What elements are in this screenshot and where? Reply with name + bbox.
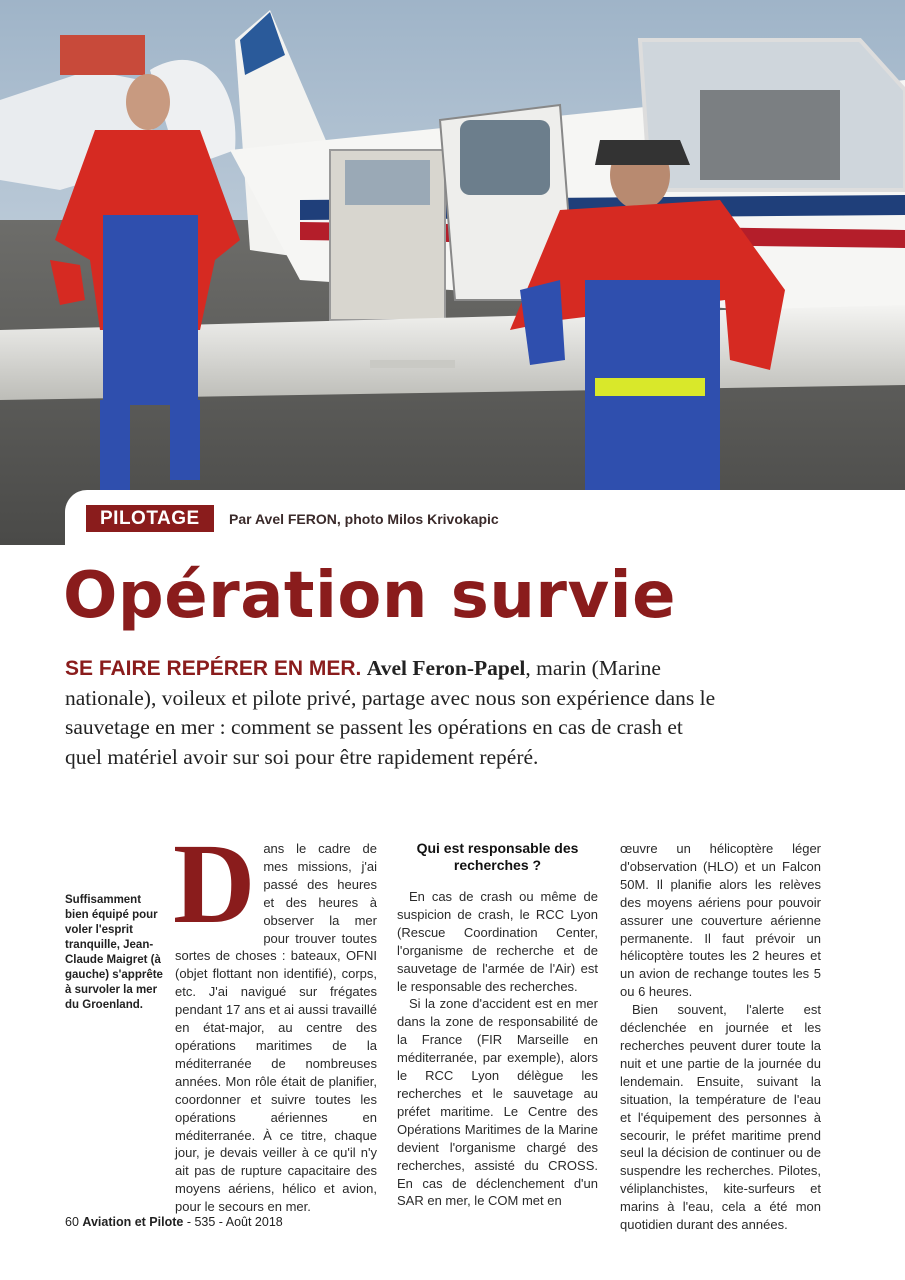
body-column-2	[397, 840, 598, 1210]
category-badge: PILOTAGE	[86, 505, 214, 532]
photo-caption: Suffisamment bien équipé pour voler l'esprit tranquille, Jean-Claude Maigret (à gauche) s'apprête à survoler la mer du Groenland.	[65, 894, 163, 1011]
drop-cap: D	[173, 820, 256, 947]
cover-photo	[0, 0, 905, 545]
lead-text: , marin (Marine nationale), voileux et pilote privé, partage avec nous son expérience dans le sauvetage en mer : comment se passent les opérations en cas de crash et quel matériel avoir sur soi pour être rapidement repéré.	[65, 656, 716, 769]
section-heading: Qui est responsable des recherches ?	[416, 840, 579, 873]
body-paragraph: œuvre un hélicoptère léger d'observation (HLO) et un Falcon 50M. Il planifie alors les relèves des moyens aériens pour pouvoir assurer une couverture aérienne permanente. Il faut prévoir un hélicoptère toutes les 2 heures et un avion de rechange toutes les 5 ou 6 heures.	[620, 841, 821, 1000]
body-paragraph: ans le cadre de mes missions, j'ai passé des heures et des heures à observer la mer pour trouver toutes sortes de choses : bateaux, OFNI (objet flottant non identifié), corps, etc. J'ai navigué sur frégates pendant 17 ans et ai aussi travaillé en état-major, au centre des opérations maritimes de la méditerranée de nombreuses années. Mon rôle était de planifier, coordonner et suivre toutes les opérations aériennes en méditerranée. À ce titre, chaque jour, je devais veiller à ce qu'il n'y ait pas de rupture capacitaire des moyens aériens, hélico et avion, pour le secours en mer.	[175, 841, 377, 1215]
body-paragraph: En cas de crash ou même de suspicion de crash, le RCC Lyon (Rescue Coordination Center, l'organisme de recherche et de sauvetage de l'armée de l'Air) est le responsable des recherches.	[397, 889, 598, 994]
article-title: Opération survie	[63, 559, 676, 633]
page-number: 60	[65, 1215, 79, 1229]
lead-kicker: SE FAIRE REPÉRER EN MER.	[65, 657, 362, 680]
page-footer	[65, 1215, 283, 1229]
lead-author-name: Avel Feron-Papel	[366, 656, 526, 680]
publication-name: Aviation et Pilote	[82, 1215, 184, 1229]
body-paragraph: Si la zone d'accident est en mer dans la zone de responsabilité de la France (FIR Marseille en méditerranée, par exemple), alors le RCC Lyon délègue les recherches et le sauvetage au préfet maritime. Le Centre des Opérations Maritimes de la Marine devient l'organisme chargé des recherches, assisté du CROSS. En cas de déclenchement d'un SAR en mer, le COM met en	[397, 996, 598, 1209]
body-paragraph: Bien souvent, l'alerte est déclenchée en journée et les recherches peuvent durer toute la nuit et une partie de la journée du lendemain. Ensuite, suivant la situation, la température de l'eau et l'équipement des personnes à secourir, le préfet maritime prend seul la décision de continuer ou de suspendre les recherches. Pilotes, véliplanchistes, kite-surfeurs et marins à l'eau, cela a été mon quotidien durant des années.	[620, 1002, 821, 1233]
byline: Par Avel FERON, photo Milos Krivokapic	[229, 511, 499, 527]
body-column-1	[173, 820, 377, 1216]
issue-info: - 535 - Août 2018	[183, 1215, 283, 1229]
body-column-3	[620, 840, 821, 1234]
lead-paragraph	[65, 654, 725, 772]
